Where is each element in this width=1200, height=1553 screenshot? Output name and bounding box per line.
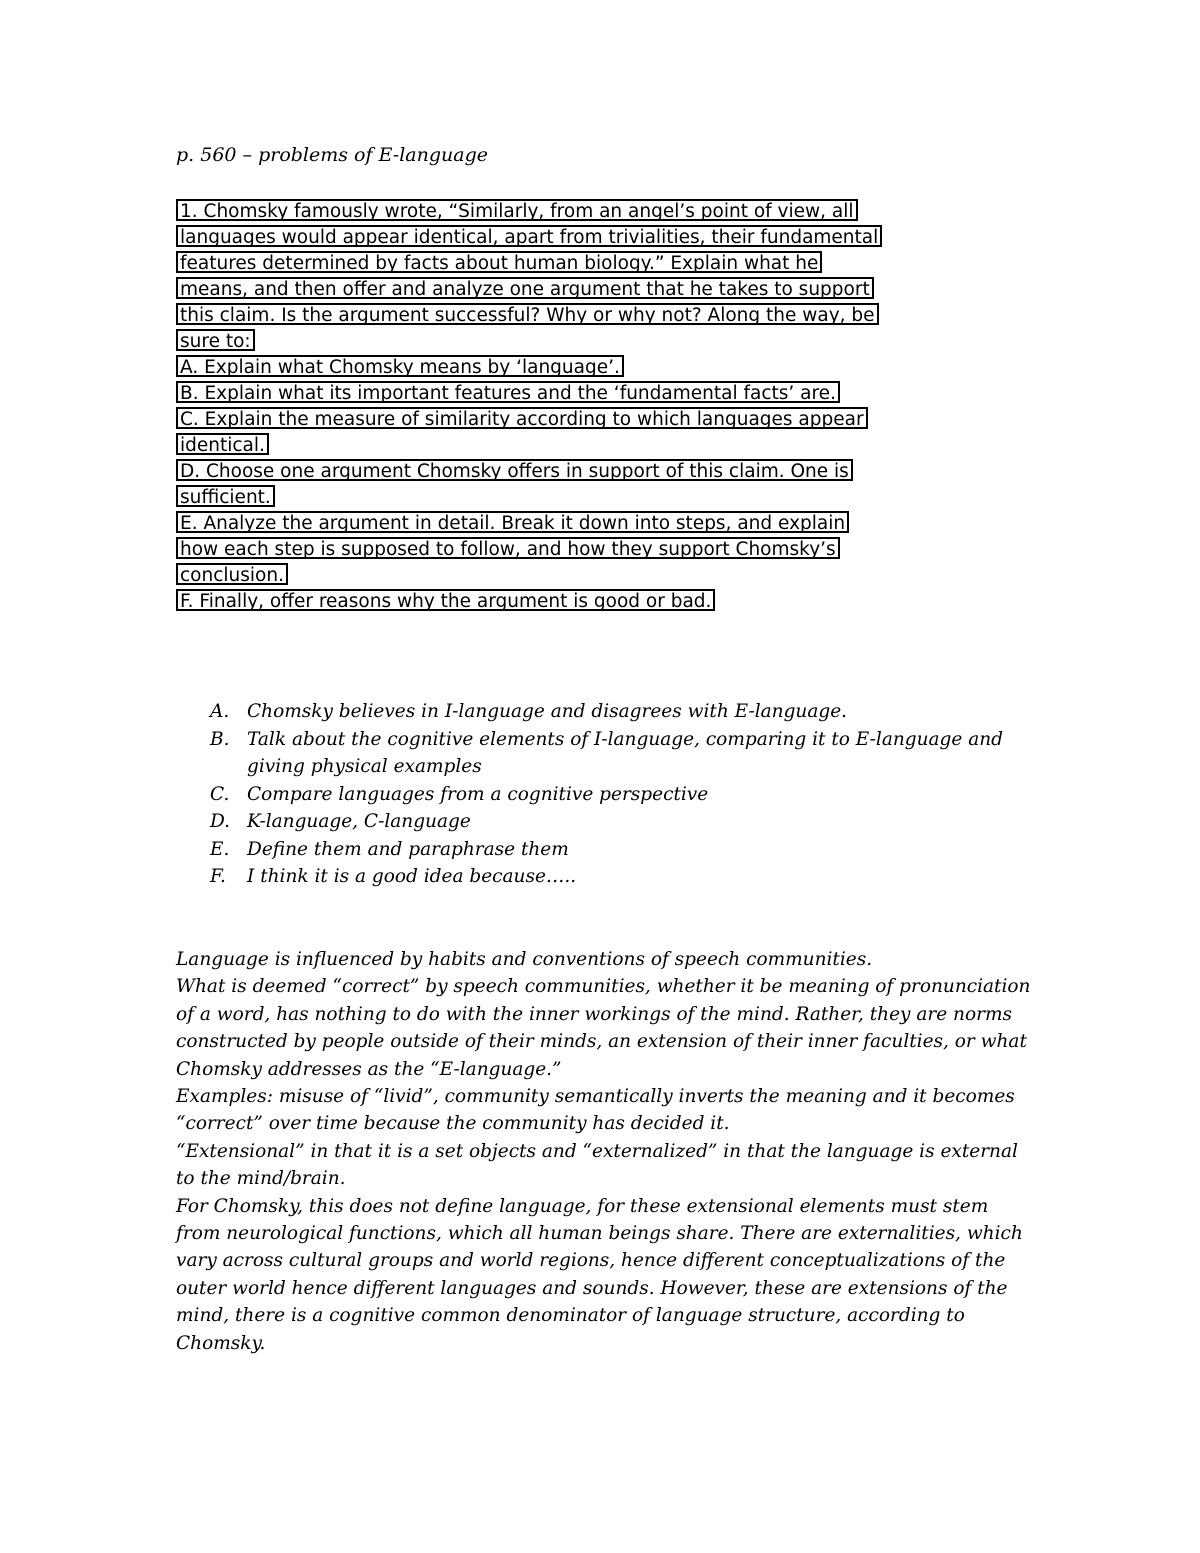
question-line-text: how each step is supposed to follow, and how they support Chomsky’s <box>176 537 840 559</box>
question-line <box>176 223 882 249</box>
question-line <box>176 275 882 301</box>
question-line <box>176 561 882 587</box>
question-line <box>176 249 882 275</box>
answer-item <box>210 726 1010 781</box>
question-line-text: sure to: <box>176 329 255 351</box>
question-line <box>176 535 882 561</box>
question-line-text: means, and then offer and analyze one argument that he takes to support <box>176 277 874 299</box>
question-line-text: E. Analyze the argument in detail. Break it down into steps, and explain <box>176 511 849 533</box>
question-line <box>176 483 882 509</box>
answer-item <box>210 808 1010 836</box>
question-line <box>176 405 882 431</box>
question-line <box>176 379 882 405</box>
question-line-text: 1. Chomsky famously wrote, “Similarly, from an angel’s point of view, all <box>176 199 858 221</box>
question-line-text: conclusion. <box>176 563 288 585</box>
answer-text: Define them and paraphrase them <box>247 838 569 860</box>
question-line <box>176 301 882 327</box>
question-line <box>176 431 882 457</box>
answer-letter: E. <box>210 838 230 860</box>
analysis-paragraph: Language is influenced by habits and conventions of speech communities. <box>176 949 873 970</box>
answer-text: K-language, C-language <box>247 811 471 832</box>
answer-text: I think it is a good idea because….. <box>247 866 577 887</box>
question-line-text: features determined by facts about human biology.” Explain what he <box>176 251 822 273</box>
answer-letter: B. <box>210 728 230 750</box>
question-line <box>176 197 882 223</box>
question-line <box>176 509 882 535</box>
question-line <box>176 327 882 353</box>
question-line-text: identical. <box>176 433 269 455</box>
question-line <box>176 587 882 613</box>
answer-letter: D. <box>210 811 231 832</box>
question-line-text: sufficient. <box>176 485 275 507</box>
question-line <box>176 457 882 483</box>
analysis-block <box>176 946 1036 1357</box>
question-line <box>176 353 882 379</box>
question-line-text: C. Explain the measure of similarity according to which languages appear <box>176 407 868 429</box>
answer-item <box>210 863 1010 891</box>
answer-list <box>210 698 1010 891</box>
question-line-text: languages would appear identical, apart from trivialities, their fundamental <box>176 225 882 247</box>
question-line-text: B. Explain what its important features and the ‘fundamental facts’ are. <box>176 381 840 403</box>
question-line-text: this claim. Is the argument successful? Why or why not? Along the way, be <box>176 303 879 325</box>
question-line-text: F. Finally, offer reasons why the argument is good or bad. <box>176 589 715 611</box>
answer-item <box>210 836 1010 864</box>
page-heading: p. 560 – problems of E-language <box>176 144 488 166</box>
answer-letter: F. <box>210 866 226 887</box>
answer-letter: A. <box>210 701 230 722</box>
question-line-text: D. Choose one argument Chomsky offers in support of this claim. One is <box>176 459 853 481</box>
answer-item <box>210 781 1010 809</box>
answer-letter: C. <box>210 783 230 805</box>
answer-text: Talk about the cognitive elements of I-language, comparing it to E-language and giving physical examples <box>247 728 1004 777</box>
analysis-paragraph: For Chomsky, this does not define language, for these extensional elements must stem from neurological functions, which all human beings share. There are externalities, which vary across cultural groups and world regions, hence different conceptualizations of the outer world hence different languages and sounds. However, these are extensions of the mind, there is a cognitive common denominator of language structure, according to Chomsky. <box>176 1195 1023 1354</box>
question-line-text: A. Explain what Chomsky means by ‘language’. <box>176 355 624 377</box>
analysis-paragraph: “Extensional” in that it is a set objects and “externalized” in that the language is external to the mind/brain. <box>176 1140 1018 1190</box>
analysis-paragraph: Examples: misuse of “livid”, community semantically inverts the meaning and it becomes “correct” over time because the community has decided it. <box>176 1086 1015 1135</box>
answer-text: Chomsky believes in I-language and disagrees with E-language. <box>247 701 848 722</box>
analysis-paragraph: What is deemed “correct” by speech communities, whether it be meaning of pronunciation of a word, has nothing to do with the inner workings of the mind. Rather, they are norms constructed by people outside of their minds, an extension of their inner faculties, or what Chomsky addresses as the “E-language.” <box>176 976 1031 1080</box>
answer-item <box>210 698 1010 726</box>
answer-text: Compare languages from a cognitive perspective <box>247 783 709 805</box>
question-block <box>176 197 882 613</box>
